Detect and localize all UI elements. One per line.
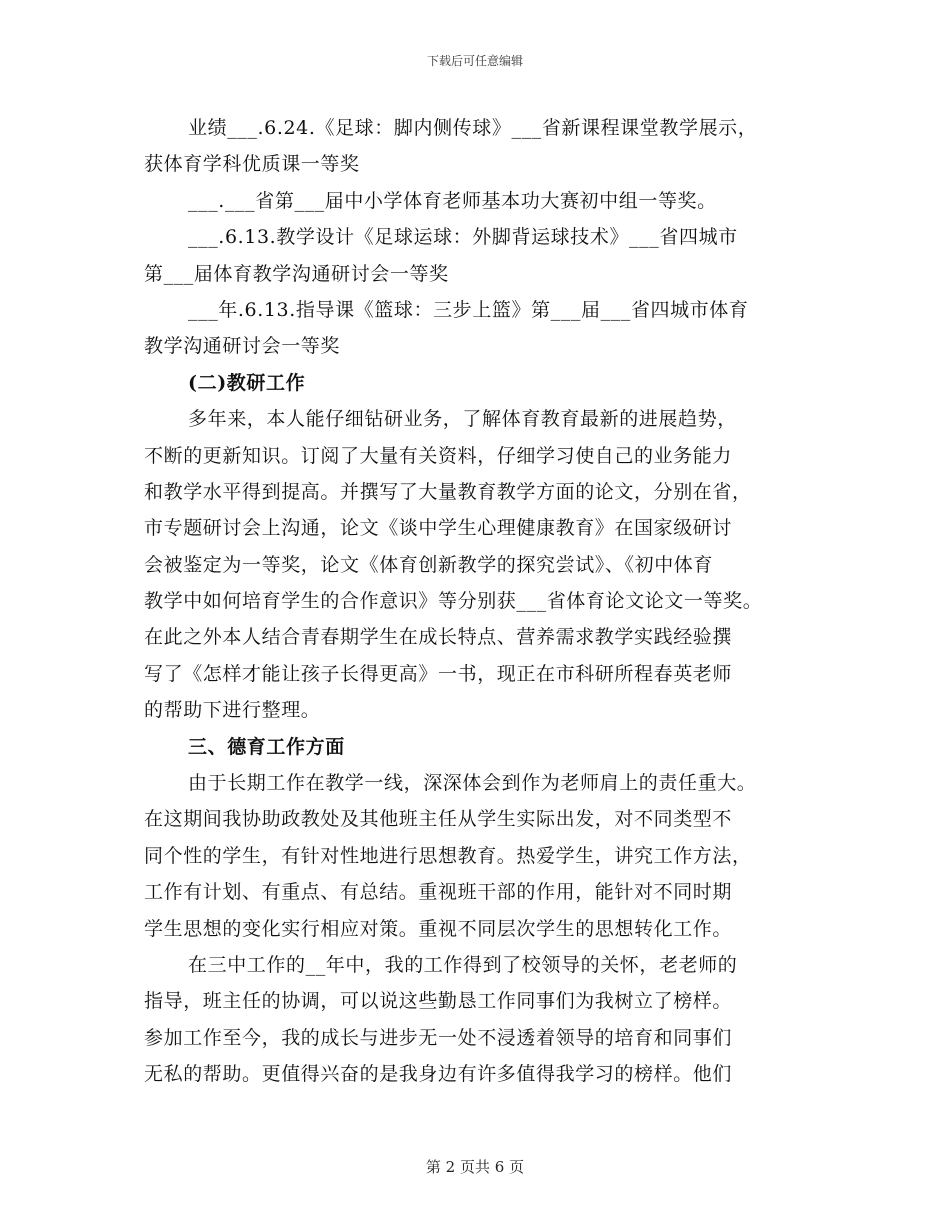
paragraph-line: 参加工作至今，我的成长与进步无一处不浸透着领导的培育和同事们 xyxy=(144,1026,733,1049)
paragraph-line: 由于长期工作在教学一线，深深体会到作为老师肩上的责任重大。 xyxy=(188,772,757,795)
paragraph-line: 指导，班主任的协调，可以说这些勤恳工作同事们为我树立了榜样。 xyxy=(144,990,733,1013)
paragraph-line: 在这期间我协助政教处及其他班主任从学生实际出发，对不同类型不 xyxy=(144,808,733,831)
paragraph-line: 和教学水平得到提高。并撰写了大量教育教学方面的论文，分别在省， xyxy=(144,480,752,503)
paragraph-line: 第___届体育教学沟通研讨会一等奖 xyxy=(144,262,449,285)
paragraph-line: 学生思想的变化实行相应对策。重视不同层次学生的思想转化工作。 xyxy=(144,917,733,940)
paragraph-line: 不断的更新知识。订阅了大量有关资料，仔细学习使自己的业务能力 xyxy=(144,444,733,467)
paragraph-line: 教学沟通研讨会一等奖 xyxy=(144,335,341,358)
page-header: 下载后可任意编辑 xyxy=(426,54,523,68)
paragraph-line: 获体育学科优质课一等奖 xyxy=(144,153,360,176)
paragraph-line: 业绩___.6.24.《足球：脚内侧传球》___省新课程课堂教学展示， xyxy=(188,117,758,139)
paragraph-line: 在此之外本人结合青春期学生在成长特点、营养需求教学实践经验撰 xyxy=(144,626,733,649)
paragraph-line: 无私的帮助。更值得兴奋的是我身边有许多值得我学习的榜样。他们 xyxy=(144,1063,733,1086)
paragraph-line: 会被鉴定为一等奖，论文《体育创新教学的探究尝试》、《初中体育 xyxy=(144,553,714,576)
paragraph-line: 多年来，本人能仔细钻研业务，了解体育教育最新的进展趋势， xyxy=(188,408,737,431)
paragraph-line: 的帮助下进行整理。 xyxy=(144,699,321,722)
page-footer: 第 2 页共 6 页 xyxy=(425,1158,525,1176)
paragraph-line: 工作有计划、有重点、有总结。重视班干部的作用，能针对不同时期 xyxy=(144,881,733,904)
paragraph-line: 同个性的学生，有针对性地进行思想教育。热爱学生，讲究工作方法， xyxy=(144,844,752,867)
section-heading-moral-education: 三、德育工作方面 xyxy=(188,735,345,758)
document-body xyxy=(144,110,816,1093)
paragraph-line: ___.6.13.教学设计《足球运球：外脚背运球技术》___省四城市 xyxy=(188,226,738,249)
paragraph-line: ___年.6.13.指导课《篮球：三步上篮》第___届___省四城市体育 xyxy=(188,298,749,321)
paragraph-line: 写了《怎样才能让孩子长得更高》一书，现正在市科研所程春英老师 xyxy=(144,662,733,685)
paragraph-line: 市专题研讨会上沟通，论文《谈中学生心理健康教育》在国家级研讨 xyxy=(144,517,733,540)
paragraph-line: ___.___省第___届中小学体育老师基本功大赛初中组一等奖。 xyxy=(188,189,717,212)
paragraph-line: 教学中如何培育学生的合作意识》等分别获___省体育论文论文一等奖。 xyxy=(144,590,763,613)
paragraph-line: 在三中工作的__年中，我的工作得到了校领导的关怀，老老师的 xyxy=(188,953,738,976)
section-heading-teaching-research: (二)教研工作 xyxy=(188,371,306,394)
